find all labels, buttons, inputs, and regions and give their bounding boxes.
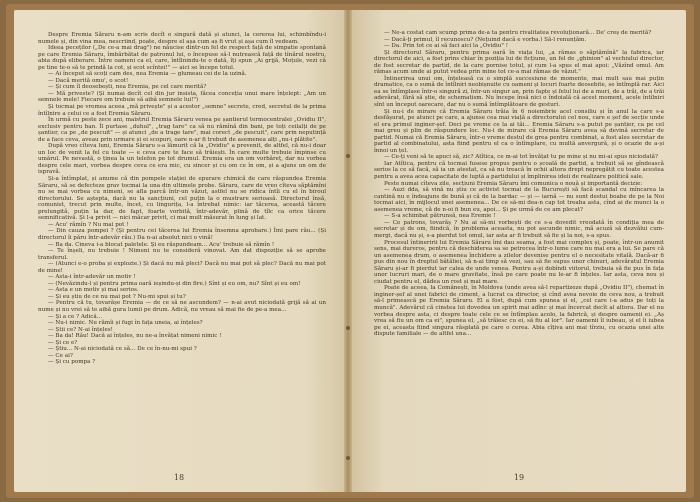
right-page-text <box>374 30 664 338</box>
paragraph: — Dacă-ți primul, îl recunoscu? (Nețuind dacă e vorba.) Să-l renunțăm. <box>384 36 587 43</box>
right-page-number: 19 <box>513 473 525 482</box>
paragraph: — Auzi dda, să vină nu știu ce activist tocmai de la București să facă scandal cu mîncarea la cantină nu e îndeajuns de bună și că de la bardac — și — iarnă — nu sunt destui boabe de pe la Noi tocmai aici, în mijlocul unei asemenea... De ce să-mi dea-n cap tot treaba asta, cînd ai de munci la o asemenea vreme, că de n-oi fi bun eu, apoi... Și pe urmă de ce am plecat? <box>374 187 664 213</box>
paragraph: Iar Atîtica, pentru că tocmai fusese propus pentru o școală de partid, a trebuit să se gîndească serios la ce să facă, să ia un atestat, ca să nu treacă în ochii altora drept nepregătit cu toate acestea pentru a avea acea capacitate de luptă a partidului și împlinirea ideii de realizare politică sale. <box>374 160 664 181</box>
paragraph: — Mă priveste? (Și numai decît cel din jur insista, făcea conceția unui mare înțelept: „Am un semnele mele! Fiecare om trebuie să aibă semnele lui!") <box>38 90 326 104</box>
paragraph: — Da. Prin tot ce ai să faci aici la „Ovidiu" ! <box>384 43 508 50</box>
paragraph: Procesul întineririi lui Eremia Săraru îmi dau seama, a fost mai complex și, poate, într-un anumit sens, mai dureros, pentru că deschiderea sa se petrecea într-o lume care nu mai era a lui. Se pare că un asemenea drum, o asemenea închidere a zilelor devenise pentru el o necesitate vitală. Dacă-ar fi pus din nou în dreptul bătăliei, să n-ai timp să vezi, sau să fie supus unor chinuri, adevăratul Eremia Săraru și-ar fi pierdut iar calea de unde venea. Pentru a-și dobîndi viitorul, trebuia să fie pus în fața unor lucruri mari, de o mare gravitate, însă pe care poate nu le-ar fi înțeles. Iar asta, ceva nou și ciudat pentru el, dădea un rost și mai mare. <box>374 239 664 285</box>
paragraph: În urmă cu peste zece ani, maistrul Eremia Săraru venea pe șantierul termocentralei „Ovidiu II", exclusiv pentru ban. Îl purtase „duhul", „trag tare" ca să nu rămînă din bani, pe toți ceilalți de pe șantier, ca pe „de pescuit" — și atunci „de a trage tare", mai corect „de pescuit", care prin neputință de a face ceva, aveau prin urmare și ei scopuri, oare n-ar fi trebuit de asemenea alți „nu-i plătite". <box>38 117 326 143</box>
paragraph: Și-a întîmplat, și anume că din pompele stației de epurare chimică de care răspundea Eremia Săraru, să se defecteze grav tocmai la una din ultimele probe. Săraru, care de vreo cîteva săptămîni nu se mai vorbea cu nimeni, se afla parcă într-un văzut, astfel nu se ridica întîi cu el în biroul directorului. Se aștepta, dacă nu la sancțiuni, cel puțin la o mustrare serioasă. Directorul însă, comunist, trecut prin multe, încet, cu lingurița, l-a întrebat nimic: iar tăcerea, această tăcere prelungită, puțin la dar, de fapt, foarte vorbită, într-adevăr, plină de tîlc ca orice tăcere semnificativă. Și l-a privit — nici măcar privit, ci mai mult măsurat în lung și lat. <box>38 176 326 222</box>
open-book <box>6 4 694 498</box>
paragraph: — Te înșeli, nu trebuie ! Nimeni nu te consideră vinovat. Am dat dispoziție să se aprobe transferul. <box>38 248 326 261</box>
paragraph: — Ce ai? <box>48 352 73 359</box>
binding-stitch <box>346 154 350 158</box>
paragraph: — Și cum îl deosebești, nea Eremia, pe cel care merită? <box>48 84 207 91</box>
paragraph: Despre Eremia Săraru n-am scris decît o singură dată și atunci, la cererea lui, schimbîndu-i numele și, din vina mea, nescriind, poate, despre el așa cum aș fi vrut și așa cum îl vedeam. <box>38 32 326 45</box>
paragraph: — Nu-i nimic. Nu rămîi și fugi în fața uneia, ai înțeles? <box>48 320 203 327</box>
paragraph: — Ce-ți veni să te apuci să, zic? Atîtica, ce m-ai tot învățat tu pe mine și nu mi-ai spus niciodată? <box>384 154 659 161</box>
paragraph: — Și eu știu de ce nu mai pot ? Nu-mi spui și tu? <box>48 293 186 300</box>
paragraph: — Și a ce ? Adică... <box>48 313 103 320</box>
left-page-number: 18 <box>173 473 185 482</box>
paragraph: După vreo cîteva luni, Eremia Săraru s-a lămurit că la „Ovidiu" a prevenit, de altfel, că nu-i doar un loc de venit la fel cu toate — e ceva care te face să trăiești. În care multe trebuie împinse cu umărul. Pe nevastă, o ținea la un telefon pe tot drumul. Eremia era un om vorbăreț, dar nu vorbea despre cele mari, vorbea despre ceva ce era mic, cu sincer și cu om ce în om, și a ajuns un om de ispravă. <box>38 143 326 176</box>
paragraph: — Știu... N-ai niciodată ce să... De ce în-nu-mi spui ? <box>48 346 197 353</box>
paragraph: — Ne-a costat cam scump prima de-a ta pentru rivalitatea revoluționară... De' creș de merită? <box>384 30 652 36</box>
paragraph: — (Nevăzindu-l și pentru prima oară ieșindu-și din fire.) Sînt și eu om, nu? Sînt și eu om! <box>48 280 301 287</box>
paragraph: — S-a schimbat pătrunsă, nea Eremie ! <box>384 213 496 220</box>
paragraph: — Știi ce? N-ai înțeles! <box>48 326 113 333</box>
right-page <box>352 10 686 492</box>
left-page-text <box>38 32 326 366</box>
paragraph: — Ba da! Rău! Dacă ai înțeles, nu ne-a învățat nimeni nimic ! <box>48 333 222 340</box>
book-gutter <box>344 10 352 492</box>
paragraph: — Dacă merită omu', o scot! <box>48 77 129 84</box>
paragraph: — Ai început să scoți cam des, nea Eremia — glumeau cei de la uzină. <box>48 71 247 78</box>
paragraph: Și nu-i de mirare că Eremia Săraru trăia în 6 noiembrie acel consiliu și în anul la care s-a desfășurat, pe atunci pe care, a ajunse cea mai viață a directorului cel nou, care e șef de secție unde el era primul inginer-șef. Deci pe vreme ce la ai tăi... Eremia Săraru s-a putut pe șantier, ca pe cel mai greu și plin de răspundere loc. Nu-i de mirare că Eremia Săraru avea să devină secretar de partid. Numai că Eremia Săraru, într-o vreme destul de grea pentru combinat, a fost ales secretar de partid al combinatului, asta fiind pentru el ca o întîmplare, cu multă anvergură, și o ocazie de a-și înnoi un țel. <box>374 108 664 154</box>
paragraph: Peste numai cîteva zile, secțiuni Eremia Săraru îmi comunica o nouă și importantă decizie: <box>384 180 643 187</box>
paragraph: — Și cu pompa ? <box>48 359 96 366</box>
paragraph: Și directorul Săraru, pentru prima oară în viața lui, „a rămas o săptămînă" la fabrica, iar directorul de aici, a fost prins chiar în poziția lui de ficțiune, un fel de „ghinion" al vechiului director, de fost secretar de partid, de la care pornise totul, și cum l-a spus el mai apoi: „Văzînd omul. Am rămas acum unde ai putut vedea prin mine tot ce-a mai rămas de văzut." <box>374 49 664 76</box>
paragraph: — Acu' rămîn ? Nu mai pot ! <box>48 221 129 228</box>
paragraph: — (Atunci e-o proba și explozie.) Și dacă nu mă pleci? Dacă nu mai pot să plec? Dacă nu mai pot de mine! <box>38 261 326 274</box>
paragraph: — Și ce e? <box>48 339 78 346</box>
paragraph: — Ce patrons, tovarăș ? Nu ai să-mi vorbești de ce s-a dovedit vreodată în condiția mea de secretar și de om, fiindcă, în problema aceasta, nu pot ascunde nimic, mă acuză să dezvălui cum-mergi, dacă nu și, s-a pierdut tot omul, iar asta ar fi trebuit să fie și la noi, s-a spus. <box>374 219 664 239</box>
paragraph: Întinerirea unui om, înțeleasă ca o simplă succesiune de momente, mai mult sau mai puțin dramatice, ca o sumă de întîlniri neobișnuite cu oameni și locuri foarte deosebite, se întîmplă rar. Aici ea se întîmplase într-o singură zi, într-un singur an, prin fapte și felul lui de a muri, de a trăi, de a trăi adevărat, fără să știe, de schematism. Nu începe însă nici o îndoială că acest moment, acele întîlniri sînt un început oarecare, dar nu o sumă întîmplătoare de gesturi. <box>374 75 664 109</box>
binding-stitch <box>346 456 350 460</box>
paragraph: Ideea peceților („De ce-a mai drag") ne năucise dintr-un fel de respect față de simpatie spontană pe care Eremia Săraru, îmbărbătat de patronul lui, o începuse să-l nutrească față de tînărul nostru, abia după eliberare. Între oameni ca el, care, întîlnindu-te o dată, îți spun „Ai grijă, Moțule, vezi că pe tine te-o să te prindă la cot, și scot scîntei!" — aici se începe totul. <box>38 45 326 71</box>
paragraph: — Pentru că tu, tovarășe Eremia — de ce să ne ascundem? — n-ai avut niciodată grijă să ai un nume și nu vrei să te aibă gura lumii pe drum. Adică, nu vreau să mai fie de pe-a mea... <box>38 300 326 313</box>
paragraph: — Asta e un motiv și mai serios. <box>48 287 139 294</box>
paragraph: Și tocmai pe vremea aceea „mă privește" și a acestor „semne" secrete, cred, secretul de la prima întîlnire a celui ce a fost Eremia Săraru. <box>38 104 326 117</box>
binding-stitch <box>346 326 350 330</box>
paragraph: — Ba da. Cineva i-a blocat paletele. Și eu răspundeam... Acu' trebuie să rămîn ! <box>48 241 275 248</box>
left-page <box>14 10 344 492</box>
paragraph: Poate de aceea, la Comănești, în Moldova (unde avea să-l repartizeze după „Ovidiu II"), chemat în inginer-șef al unei fabrici de ciment, a lucrat ca director, și cînd avea nevoie de ceva nou, a trebuit să-l primească pe Eremia Săraru. El a fost, după cum spunea și el, „cel care i-a adus pe toți la muncă". Adevărul că cinstea lui dovedea un spirit mai adînc și mai încercat decît al altora. Dar el nu vorbea despre asta, ci despre toate cele ce se întîmplau acolo, la fabrică, și despre oamenii ei. „Aș vrea să fiu un om ca ei", spunea el, „să trăiesc cu ei, să fiu al lor". Iar oamenii îl iubeau, și el îi iubea pe ei, aceasta fiind singura răsplată pe care o cerea. Abia cîțiva ani mai tîrziu, cu ocazia unei alte dispute familiale — de altfel una... <box>374 285 664 338</box>
paragraph: — Din cauza pompei ? (Și pentru cei tăcerea lui Eremia însemna aprobare.) Îmi pare rău... (Și directorul îi păru într-adevăr rău.) Da n-ai absolut nici o vină! <box>38 228 326 241</box>
paragraph: — Asta-i într-adevăr un motiv ! <box>48 274 136 281</box>
